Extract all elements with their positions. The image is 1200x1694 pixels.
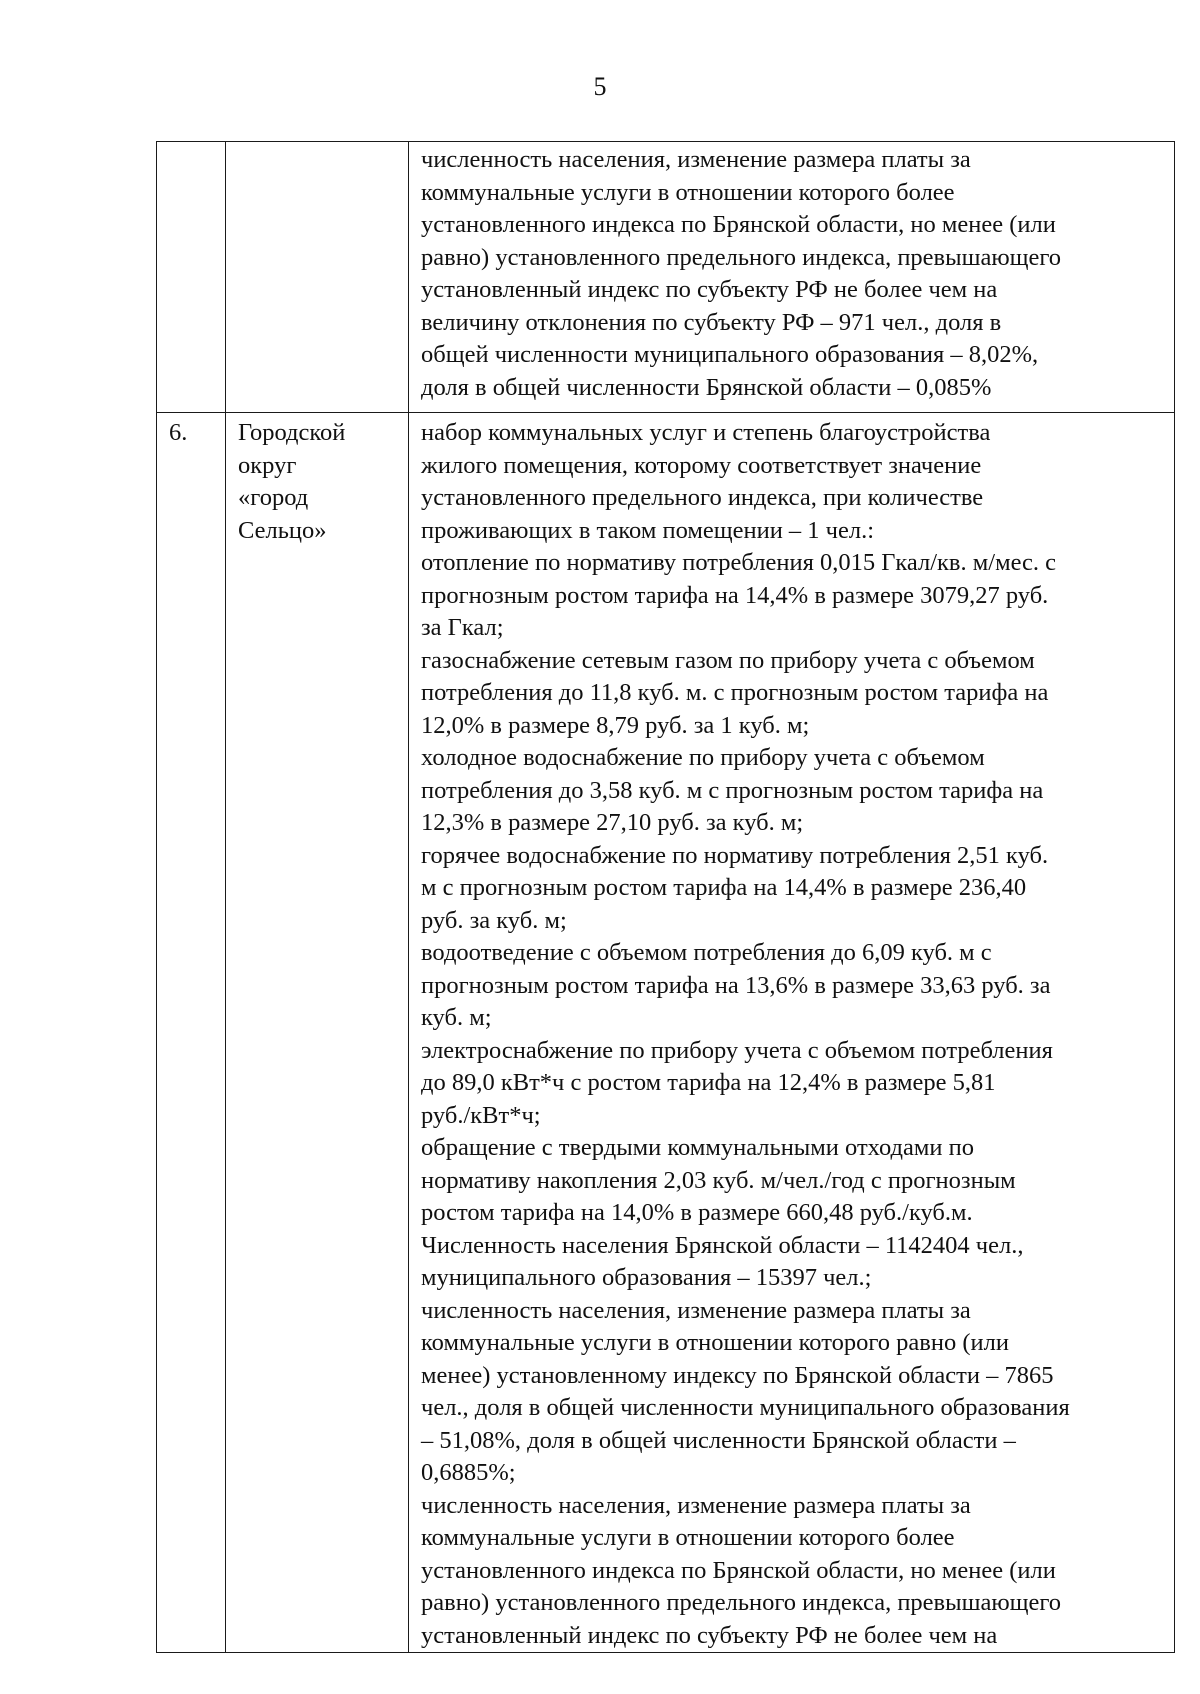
- municipality-line: Сельцо»: [238, 516, 327, 544]
- municipality-line: «город: [238, 484, 309, 511]
- description-line: коммунальные услуги в отношении которого более: [421, 1524, 955, 1551]
- description-line: руб./кВт*ч;: [421, 1101, 541, 1129]
- description-line: установленного предельного индекса, при количестве: [421, 484, 984, 511]
- description-line: величину отклонения по субъекту РФ – 971 чел., доля в: [421, 308, 1002, 336]
- municipality-line: округ: [238, 451, 297, 479]
- row-number: 6.: [169, 419, 188, 446]
- description-cell: [409, 413, 1175, 1653]
- description-line: прогнозным ростом тарифа на 14,4% в размере 3079,27 руб.: [421, 581, 1049, 609]
- municipality-cell: [226, 142, 409, 413]
- description-line: доля в общей численности Брянской области – 0,085%: [421, 373, 992, 401]
- description-cell: [409, 142, 1175, 413]
- description-line: до 89,0 кВт*ч с ростом тарифа на 12,4% в размере 5,81: [421, 1069, 996, 1096]
- description-line: потребления до 3,58 куб. м с прогнозным ростом тарифа на: [421, 776, 1044, 804]
- description-line: газоснабжение сетевым газом по прибору учета с объемом: [421, 646, 1035, 674]
- description-line: муниципального образования – 15397 чел.;: [421, 1264, 872, 1291]
- description-line: коммунальные услуги в отношении которого более: [421, 178, 955, 206]
- description-line: численность населения, изменение размера платы за: [421, 146, 971, 173]
- municipality-cell: [226, 413, 409, 1653]
- description-line: менее) установленному индексу по Брянской области – 7865: [421, 1361, 1054, 1389]
- description-line: набор коммунальных услуг и степень благоустройства: [421, 419, 991, 446]
- description-line: м с прогнозным ростом тарифа на 14,4% в размере 236,40: [421, 874, 1027, 901]
- description-line: за Гкал;: [421, 614, 504, 641]
- description-line: отопление по нормативу потребления 0,015 Гкал/кв. м/мес. с: [421, 549, 1057, 576]
- row-number-cell: [157, 142, 226, 413]
- description-line: – 51,08%, доля в общей численности Брянской области –: [421, 1426, 1016, 1454]
- description-line: куб. м;: [421, 1004, 492, 1031]
- table-row: [157, 413, 1175, 1653]
- page-number: 5: [593, 72, 607, 101]
- municipality-line: Городской: [238, 419, 346, 446]
- description-line: потребления до 11,8 куб. м. с прогнозным ростом тарифа на: [421, 679, 1049, 706]
- description-line: установленного индекса по Брянской области, но менее (или: [421, 1556, 1056, 1584]
- table-row: [157, 142, 1175, 413]
- description-line: численность населения, изменение размера платы за: [421, 1491, 971, 1519]
- table-body: [157, 142, 1175, 1653]
- description-line: чел., доля в общей численности муниципального образования: [421, 1394, 1070, 1421]
- description-line: равно) установленного предельного индекса, превышающего: [421, 1589, 1062, 1616]
- row-number-cell: [157, 413, 226, 1653]
- description-line: ростом тарифа на 14,0% в размере 660,48 руб./куб.м.: [421, 1199, 973, 1226]
- description-line: 12,0% в размере 8,79 руб. за 1 куб. м;: [421, 711, 810, 739]
- description-line: установленного индекса по Брянской области, но менее (или: [421, 211, 1056, 238]
- description-line: электроснабжение по прибору учета с объемом потребления: [421, 1036, 1053, 1064]
- description-line: общей численности муниципального образования – 8,02%,: [421, 341, 1039, 368]
- description-line: Численность населения Брянской области – 1142404 чел.,: [421, 1231, 1024, 1259]
- description-line: 0,6885%;: [421, 1459, 516, 1486]
- description-line: 12,3% в размере 27,10 руб. за куб. м;: [421, 809, 804, 836]
- description-line: холодное водоснабжение по прибору учета с объемом: [421, 744, 985, 771]
- document-table: [156, 141, 1175, 1653]
- description-line: водоотведение с объемом потребления до 6,09 куб. м с: [421, 939, 992, 966]
- description-line: равно) установленного предельного индекса, превышающего: [421, 243, 1062, 271]
- description-line: коммунальные услуги в отношении которого равно (или: [421, 1329, 1009, 1356]
- description-line: жилого помещения, которому соответствует значение: [421, 451, 982, 479]
- description-line: обращение с твердыми коммунальными отходами по: [421, 1134, 974, 1161]
- description-line: установленный индекс по субъекту РФ не более чем на: [421, 1621, 998, 1649]
- description-line: руб. за куб. м;: [421, 906, 567, 934]
- description-line: численность населения, изменение размера платы за: [421, 1296, 971, 1324]
- description-line: установленный индекс по субъекту РФ не более чем на: [421, 276, 998, 303]
- description-line: проживающих в таком помещении – 1 чел.:: [421, 516, 875, 544]
- description-line: прогнозным ростом тарифа на 13,6% в размере 33,63 руб. за: [421, 971, 1051, 999]
- description-line: нормативу накопления 2,03 куб. м/чел./год с прогнозным: [421, 1166, 1016, 1194]
- description-line: горячее водоснабжение по нормативу потребления 2,51 куб.: [421, 841, 1049, 869]
